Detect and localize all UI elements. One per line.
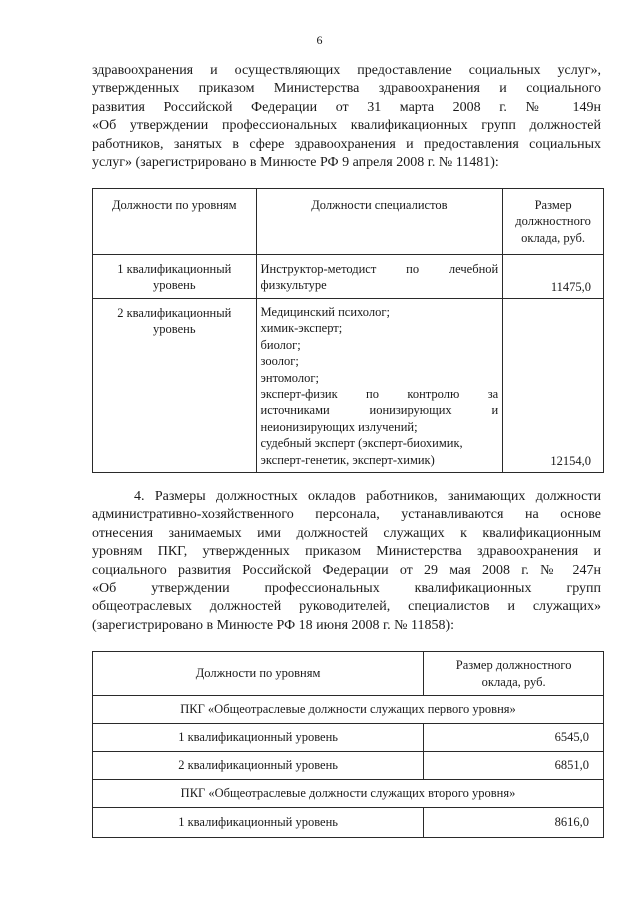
table-row <box>93 255 604 299</box>
header-levels: Должности по уровням <box>93 189 257 255</box>
position-line: судебный эксперт (эксперт-биохимик, <box>260 436 463 451</box>
intro-paragraph <box>92 62 601 172</box>
table-header-row <box>93 189 604 255</box>
paragraph-4 <box>92 488 601 635</box>
group-title: ПКГ «Общеотраслевые должности служащих второго уровня» <box>93 780 604 808</box>
level-cell: 1 квалификационный уровень <box>93 724 424 752</box>
text-line: работников, занятых в сфере здравоохранения и предоставления социальных <box>92 136 601 152</box>
positions-cell <box>256 255 503 299</box>
position-line: биолог; <box>260 337 301 352</box>
table-row <box>93 752 604 780</box>
salary-cell: 11475,0 <box>503 255 604 299</box>
position-line: неионизирующих излучений; <box>260 419 418 434</box>
level-cell: 2 квалификационный уровень <box>93 752 424 780</box>
level-cell: 1 квалификационный уровень <box>93 255 257 299</box>
salary-cell: 6545,0 <box>424 724 604 752</box>
position-line: источниками ионизирующих и <box>260 403 499 418</box>
group-row <box>93 780 604 808</box>
text-line: развития Российской Федерации от 31 марта 2008 г. № 149н <box>92 99 601 115</box>
salary-cell: 6851,0 <box>424 752 604 780</box>
salary-cell: 12154,0 <box>503 299 604 473</box>
text-line: «Об утверждении профессиональных квалификационных групп должностей <box>92 118 601 134</box>
position-line: эксперт-генетик, эксперт-химик) <box>260 452 435 467</box>
level-cell: 1 квалификационный уровень <box>93 808 424 838</box>
table-row <box>93 724 604 752</box>
table-row <box>93 808 604 838</box>
table-row <box>93 299 604 473</box>
text-line: здравоохранения и осуществляющих предоставление социальных услуг», <box>92 63 601 78</box>
text-line: общеотраслевых должностей руководителей, специалистов и служащих» <box>92 599 601 615</box>
group-title: ПКГ «Общеотраслевые должности служащих первого уровня» <box>93 696 604 724</box>
position-line: эксперт-физик по контролю за <box>260 387 499 402</box>
general-positions-table <box>92 651 604 838</box>
header-salary: Размер должностного оклада, руб. <box>503 189 604 255</box>
position-line: химик-эксперт; <box>260 321 343 336</box>
salary-cell: 8616,0 <box>424 808 604 838</box>
header-positions: Должности специалистов <box>256 189 503 255</box>
position-line: Инструктор-методист по лечебной <box>260 262 499 276</box>
group-row <box>93 696 604 724</box>
position-line: Медицинский психолог; <box>260 305 390 319</box>
position-line: зоолог; <box>260 354 299 369</box>
table-header-row <box>93 652 604 696</box>
header-salary: Размер должностного оклада, руб. <box>424 652 604 696</box>
page-number: 6 <box>316 33 323 47</box>
text-line: «Об утверждении профессиональных квалификационных групп <box>92 580 601 596</box>
level-cell: 2 квалификационный уровень <box>93 299 257 473</box>
specialists-table <box>92 188 604 473</box>
text-line: утвержденных приказом Министерства здравоохранения и социального <box>92 81 601 97</box>
positions-cell <box>256 299 503 473</box>
text-line: (зарегистрировано в Минюсте РФ 18 июня 2008 г. № 11858): <box>92 617 455 633</box>
text-line: 4. Размеры должностных окладов работников, занимающих должности <box>134 489 601 504</box>
text-line: социального развития Российской Федерации от 29 мая 2008 г. № 247н <box>92 562 601 578</box>
text-line: административно-хозяйственного персонала, устанавливаются на основе <box>92 507 601 523</box>
header-levels: Должности по уровням <box>93 652 424 696</box>
text-line: услуг» (зарегистрировано в Минюсте РФ 9 апреля 2008 г. № 11481): <box>92 154 499 170</box>
text-line: уровням ПКГ, утвержденных приказом Министерства здравоохранения и <box>92 544 601 560</box>
position-line: энтомолог; <box>260 370 319 385</box>
text-line: отнесения занимаемых ими должностей служащих к квалификационным <box>92 525 601 541</box>
position-line: физкультуре <box>260 278 327 293</box>
